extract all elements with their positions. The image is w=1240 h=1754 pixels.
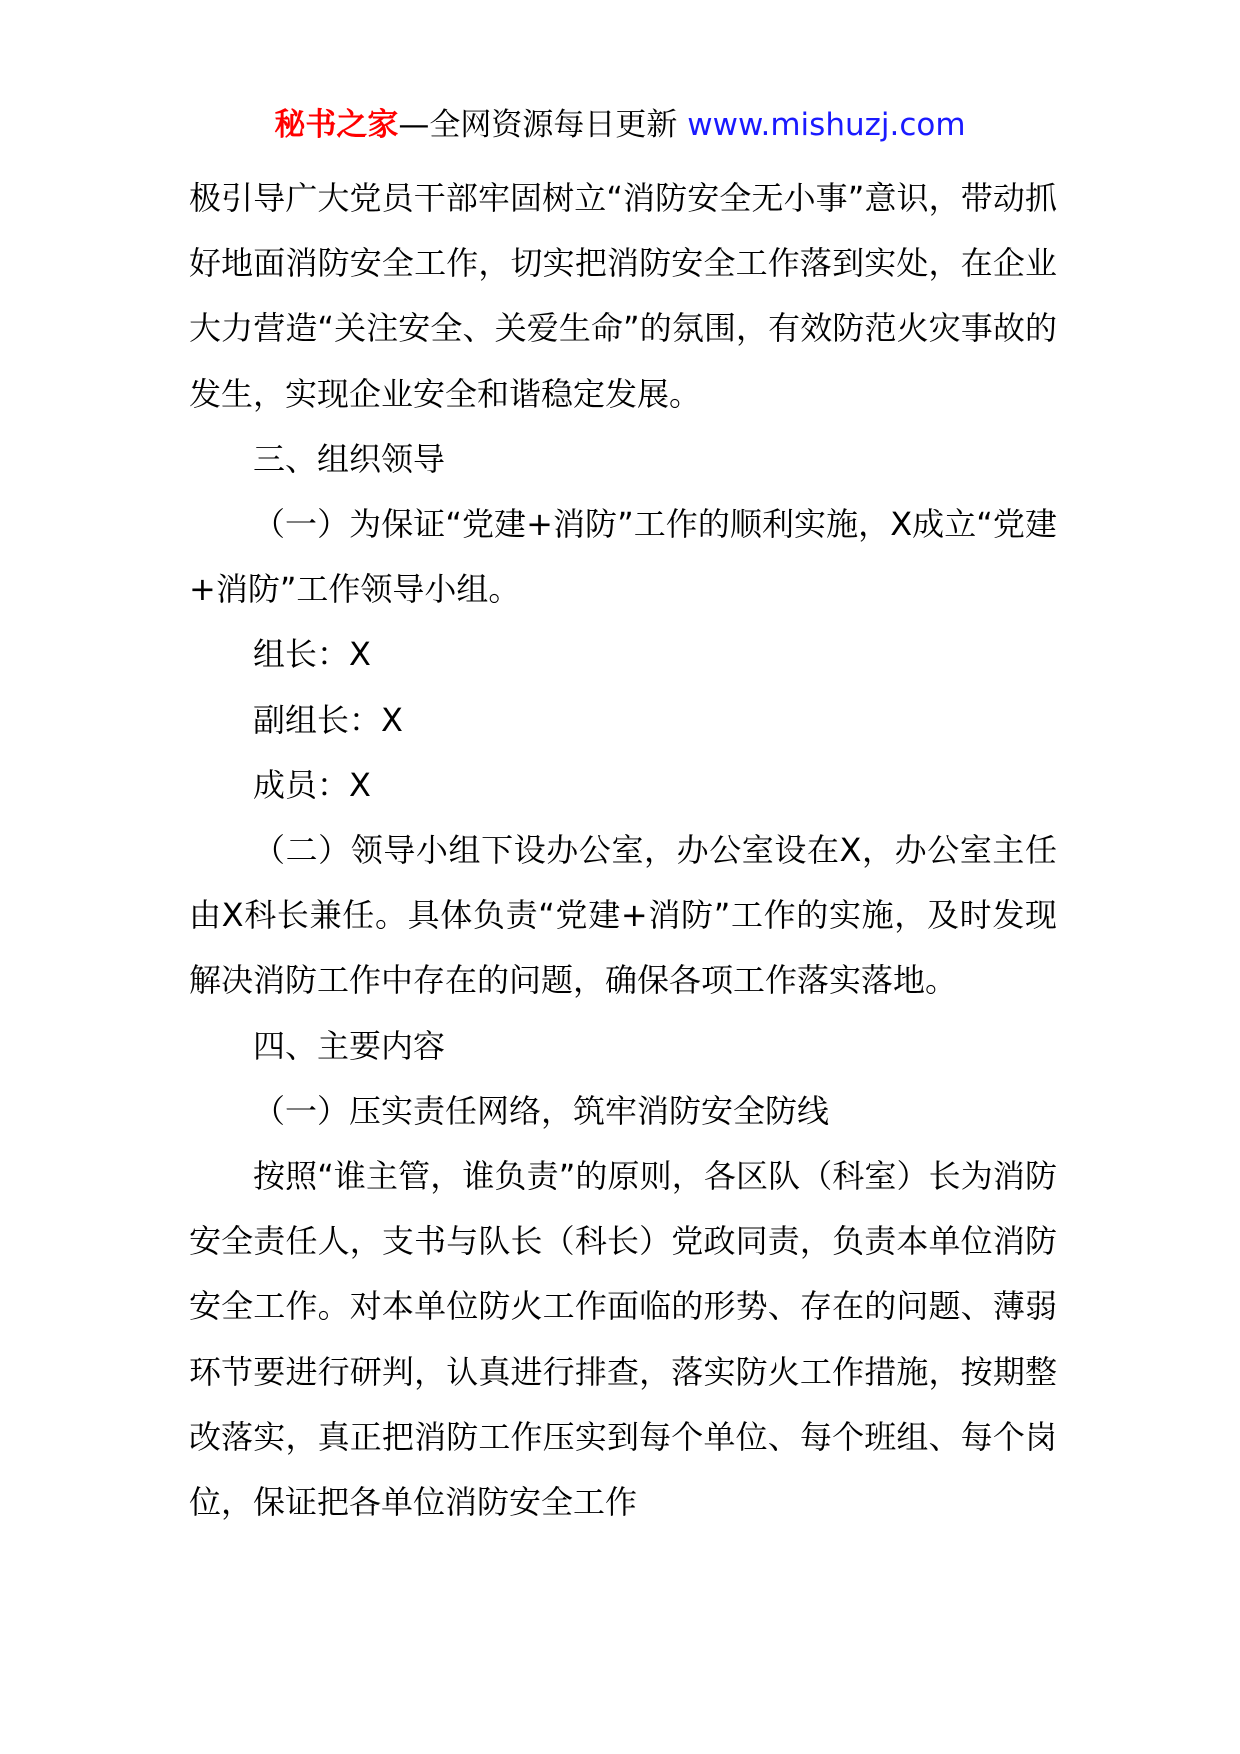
paragraph: （二）领导小组下设办公室，办公室设在X，办公室主任由X科长兼任。具体负责“党建+消防”工作的实施，及时发现解决消防工作中存在的问题，确保各项工作落实落地。 [189, 831, 1057, 1000]
subsection-heading: （一）压实责任网络，筑牢消防安全防线 [253, 1091, 830, 1130]
paragraph: 按照“谁主管，谁负责”的原则，各区队（科室）长为消防安全责任人，支书与队长（科长）党政同责，负责本单位消防安全工作。对本单位防火工作面临的形势、存在的问题、薄弱环节要进行研判，认真进行排查，落实防火工作措施，按期整改落实，真正把消防工作压实到每个单位、每个班组、每个岗位，保证把各单位消防安全工作 [189, 1157, 1057, 1522]
deputy-leader-line: 副组长：X [253, 700, 403, 739]
members-line: 成员：X [253, 765, 371, 804]
header-url-link[interactable]: www.mishuzj.com [687, 107, 966, 143]
section-heading-main-content: 四、主要内容 [253, 1026, 446, 1065]
paragraph: 极引导广大党员干部牢固树立“消防安全无小事”意识，带动抓好地面消防安全工作，切实把消防安全工作落到实处，在企业大力营造“关注安全、关爱生命”的氛围，有效防范火灾事故的发生，实现企业安全和谐稳定发展。 [189, 179, 1057, 413]
document-body [189, 166, 1057, 1535]
paragraph: （一）为保证“党建+消防”工作的顺利实施，X成立“党建+消防”工作领导小组。 [189, 505, 1057, 609]
section-heading-organization: 三、组织领导 [253, 439, 446, 478]
header-tagline: —全网资源每日更新 [398, 107, 688, 143]
header-brand: 秘书之家 [274, 107, 399, 143]
team-leader-line: 组长：X [253, 635, 371, 674]
page-header [0, 103, 1240, 147]
